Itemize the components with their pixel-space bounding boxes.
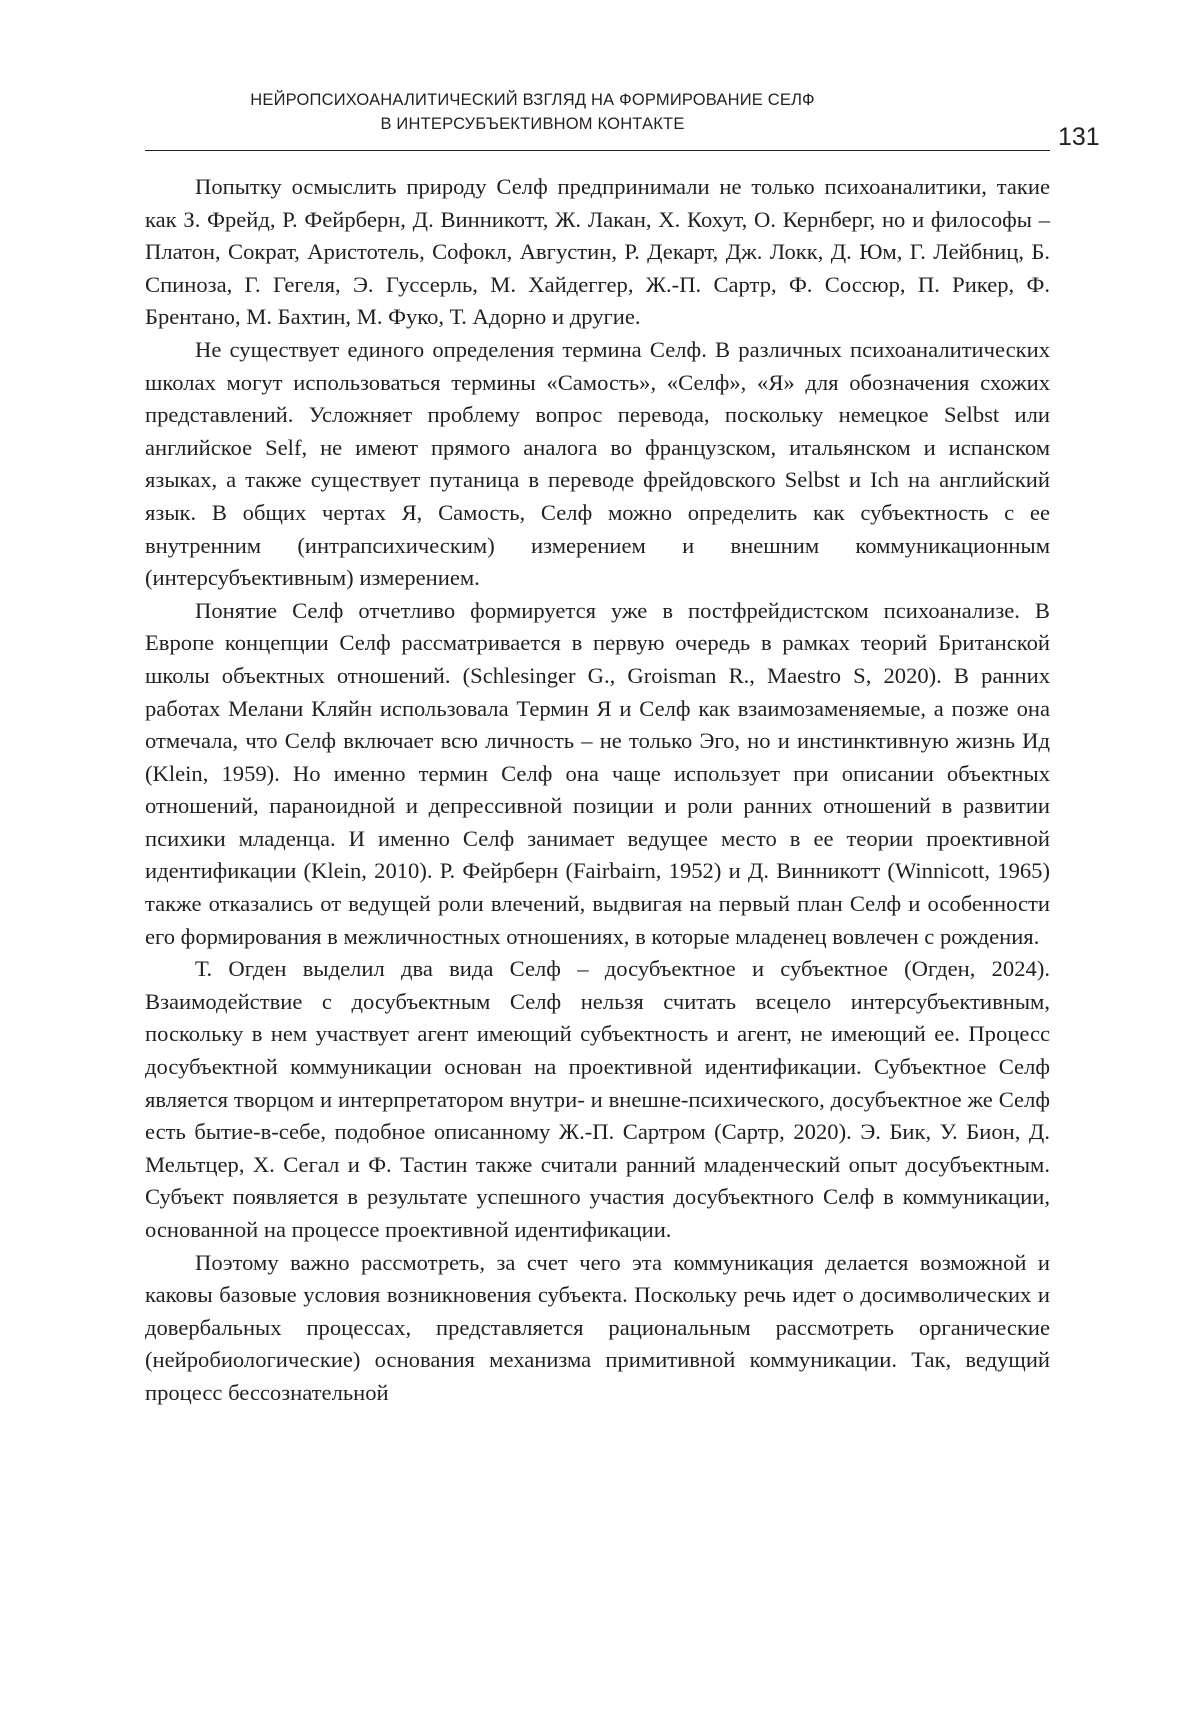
paragraph: Понятие Селф отчетливо формируется уже в постфрейдистском психоанализе. В Европе концепции Селф рассматривается в первую очередь в рамках теорий Британской школы объектных отношений. (Schlesinger G., Groisman R., Maestro S, 2020). В ранних работах Мелани Кляйн использовала Термин Я и Селф как взаимозаменяемые, а позже она отмечала, что Селф включает всю личность – не только Эго, но и инстинктивную жизнь Ид (Klein, 1959). Но именно термин Селф она чаще использует при описании объектных отношений, параноидной и депрессивной позиции и роли ранних отношений в развитии психики младенца. И именно Селф занимает ведущее место в ее теории проективной идентификации (Klein, 2010). Р. Фейрберн (Fairbairn, 1952) и Д. Винникотт (Winnicott, 1965) также отказались от ведущей роли влечений, выдвигая на первый план Селф и особенности его формирования в межличностных отношениях, в которые младенец вовлечен с рождения. bbox=[145, 597, 1050, 949]
page-number: 131 bbox=[1058, 123, 1100, 151]
paragraph: Не существует единого определения термина Селф. В различных психоаналитических школах могут использоваться термины «Самость», «Селф», «Я» для обозначения схожих представлений. Усложняет проблему вопрос перевода, поскольку немецкое Selbst или английское Self, не имеют прямого аналога во французском, итальянском и испанском языках, а также существует путаница в переводе фрейдовского Selbst и Ich на английский язык. В общих чертах Я, Самость, Селф можно определить как субъектность с ее внутренним (интрапсихическим) измерением и внешним коммуникационным (интерсубъективным) измерением. bbox=[145, 336, 1050, 591]
paragraph: Попытку осмыслить природу Селф предпринимали не только психоаналитики, такие как З. Фрейд, Р. Фейрберн, Д. Винникотт, Ж. Лакан, Х. Кохут, О. Кернберг, но и философы – Платон, Сократ, Аристотель, Софокл, Августин, Р. Декарт, Дж. Локк, Д. Юм, Г. Лейбниц, Б. Спиноза, Г. Гегеля, Э. Гуссерль, М. Хайдеггер, Ж.-П. Сартр, Ф. Соссюр, П. Рикер, Ф. Брентано, М. Бахтин, М. Фуко, Т. Адорно и другие. bbox=[145, 174, 1050, 330]
header-rule bbox=[145, 150, 1050, 151]
body-text bbox=[145, 171, 1050, 1410]
running-head-line-1: НЕЙРОПСИХОАНАЛИТИЧЕСКИЙ ВЗГЛЯД НА ФОРМИРОВАНИЕ СЕЛФ bbox=[250, 91, 815, 109]
paragraph: Поэтому важно рассмотреть, за счет чего эта коммуникация делается возможной и каковы базовые условия возникновения субъекта. Поскольку речь идет о досимволических и довербальных процессах, представляется рациональным рассмотреть органические (нейробиологические) основания механизма примитивной коммуникации. Так, ведущий процесс бессознательной bbox=[145, 1249, 1050, 1405]
running-head-line-2: В ИНТЕРСУБЪЕКТИВНОМ КОНТАКТЕ bbox=[380, 115, 685, 133]
paragraph: Т. Огден выделил два вида Селф – досубъектное и субъектное (Огден, 2024). Взаимодействие с досубъектным Селф нельзя считать всецело интерсубъективным, поскольку в нем участвует агент имеющий субъектность и агент, не имеющий ее. Процесс досубъектной коммуникации основан на проективной идентификации. Субъектное Селф является творцом и интерпретатором внутри- и внешне-психического, досубъектное же Селф есть бытие-в-себе, подобное описанному Ж.-П. Сартром (Сартр, 2020). Э. Бик, У. Бион, Д. Мельтцер, Х. Сегал и Ф. Тастин также считали ранний младенческий опыт досубъектным. Субъект появляется в результате успешного участия досубъектного Селф в коммуникации, основанной на процессе проективной идентификации. bbox=[145, 956, 1050, 1242]
running-head bbox=[145, 88, 920, 136]
